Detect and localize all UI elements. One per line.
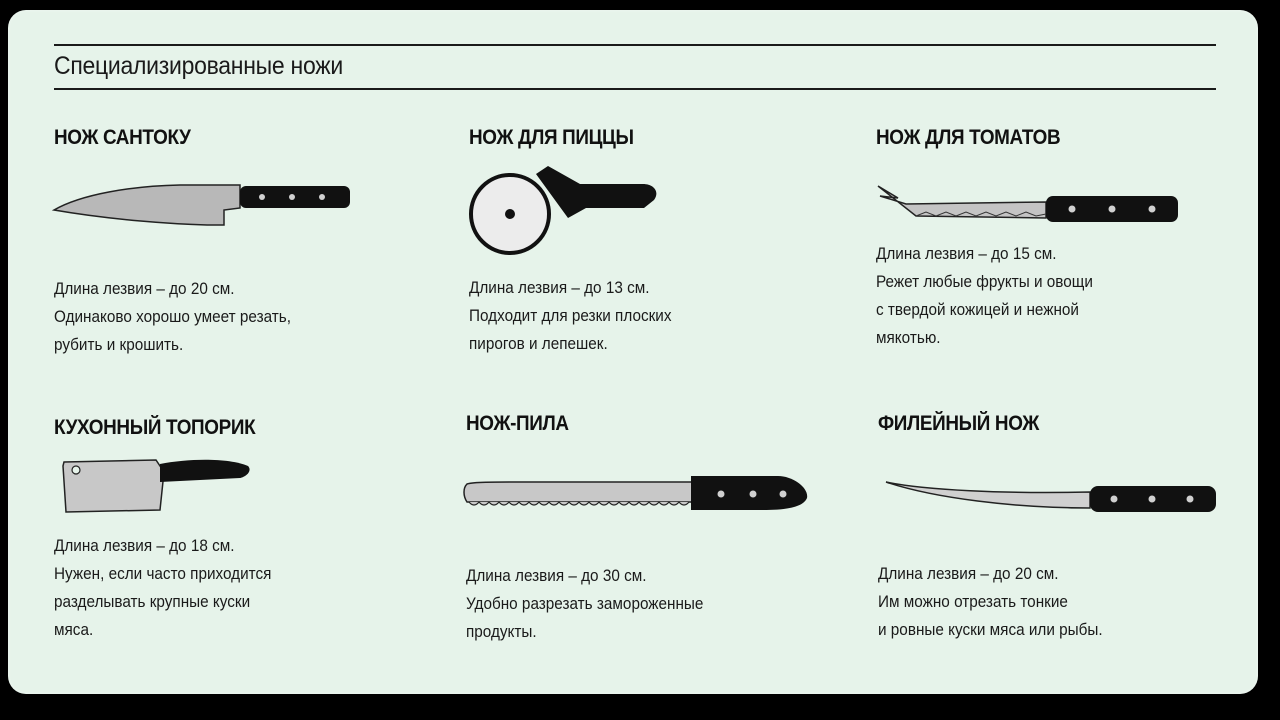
fillet-knife-icon — [884, 476, 1219, 516]
fillet-knife-line: Длина лезвия – до 20 см. — [878, 564, 1059, 583]
cleaver-title: КУХОННЫЙ ТОПОРИК — [54, 416, 256, 439]
bread-knife-description — [466, 562, 703, 646]
santoku-line: Одинаково хорошо умеет резать, — [54, 307, 291, 326]
fillet-knife-line: Им можно отрезать тонкие — [878, 592, 1068, 611]
santoku-knife-icon — [52, 180, 357, 230]
bread-knife-line: продукты. — [466, 622, 537, 641]
pizza-cutter-description — [469, 274, 672, 358]
bread-knife-line: Длина лезвия – до 30 см. — [466, 566, 647, 585]
santoku-line: Длина лезвия – до 20 см. — [54, 279, 235, 298]
fillet-knife-description — [878, 560, 1103, 644]
pizza-cutter-icon — [468, 162, 668, 257]
cleaver-description — [54, 532, 271, 644]
cleaver-icon — [60, 456, 255, 518]
fillet-knife-title: ФИЛЕЙНЫЙ НОЖ — [878, 412, 1040, 435]
cleaver-line: мяса. — [54, 620, 94, 639]
title-rule-top — [54, 44, 1216, 46]
pizza-cutter-line: Длина лезвия – до 13 см. — [469, 278, 650, 297]
bread-knife-icon — [463, 474, 813, 519]
bread-knife-title: НОЖ-ПИЛА — [466, 412, 569, 435]
tomato-knife-line: мякотью. — [876, 328, 941, 347]
tomato-knife-line: Длина лезвия – до 15 см. — [876, 244, 1057, 263]
tomato-knife-title: НОЖ ДЛЯ ТОМАТОВ — [876, 126, 1061, 149]
santoku-description — [54, 275, 291, 359]
cleaver-line: Нужен, если часто приходится — [54, 564, 272, 583]
tomato-knife-icon — [876, 182, 1186, 227]
santoku-title: НОЖ САНТОКУ — [54, 126, 191, 149]
infographic-card — [8, 10, 1258, 694]
tomato-knife-description — [876, 240, 1093, 352]
pizza-cutter-line: пирогов и лепешек. — [469, 334, 608, 353]
cleaver-line: Длина лезвия – до 18 см. — [54, 536, 235, 555]
top-bar — [0, 0, 1280, 6]
bread-knife-line: Удобно разрезать замороженные — [466, 594, 704, 613]
title-rule-bottom — [54, 88, 1216, 90]
pizza-cutter-title: НОЖ ДЛЯ ПИЦЦЫ — [469, 126, 634, 149]
tomato-knife-line: Режет любые фрукты и овощи — [876, 272, 1093, 291]
tomato-knife-line: с твердой кожицей и нежной — [876, 300, 1079, 319]
page-title: Специализированные ножи — [54, 52, 343, 80]
fillet-knife-line: и ровные куски мяса или рыбы. — [878, 620, 1103, 639]
santoku-line: рубить и крошить. — [54, 335, 184, 354]
cleaver-line: разделывать крупные куски — [54, 592, 251, 611]
pizza-cutter-line: Подходит для резки плоских — [469, 306, 672, 325]
